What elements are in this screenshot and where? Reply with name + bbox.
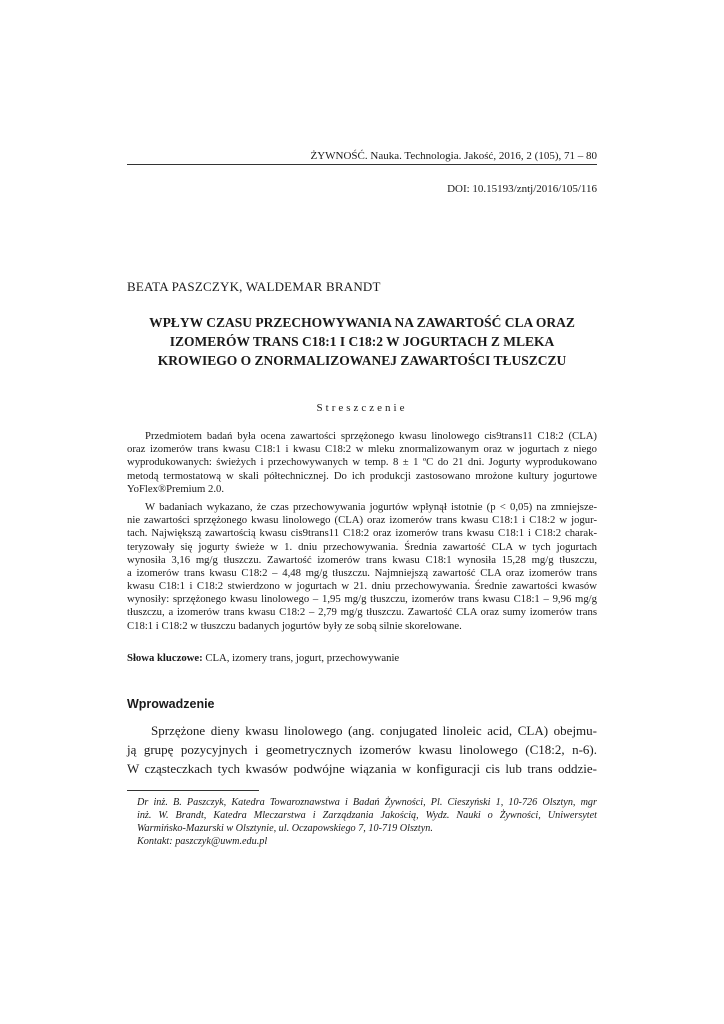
abstract-line: metodą termostatową w skali półtechnicznej. Do ich produkcji zastosowano mrożone kultury jogurtowe xyxy=(127,469,597,482)
footnote-rule xyxy=(127,790,259,791)
footnote-contact: Kontakt: paszczyk@uwm.edu.pl xyxy=(137,836,268,847)
abstract xyxy=(127,430,597,633)
footnote-line: Dr inż. B. Paszczyk, Katedra Towaroznawstwa i Badań Żywności, Pl. Cieszyński 1, 10-726 Olsztyn, mgr xyxy=(137,797,597,808)
abstract-line: teryzowały się jogurty świeże w 1. dniu przechowywania. Średnia zawartość CLA w tych jogurtach xyxy=(127,540,597,553)
header-rule xyxy=(127,164,597,165)
abstract-line: wynosiła 3,16 mg/g tłuszczu. Zawartość izomerów trans kwasu C18:1 wynosiła 15,28 mg/g tłuszczu, xyxy=(127,553,597,566)
article-title xyxy=(127,313,597,370)
keywords xyxy=(127,652,597,665)
abstract-line: wyprodukowanych: świeżych i przechowywanych w temp. 8 ± 1 ºC do 21 dni. Jogurty wyprodukowano xyxy=(127,456,597,469)
abstract-line: kwasu C18:1 i C18:2 stwierdzono w jogurtach w 21. dniu przechowywania. Średnie zawartości kwasów xyxy=(127,580,597,593)
abstract-line: C18:1 i C18:2 w tłuszczu badanych jogurtów były ze sobą silnie skorelowane. xyxy=(127,619,462,632)
journal-citation: ŻYWNOŚĆ. Nauka. Technologia. Jakość, 2016, 2 (105), 71 – 80 xyxy=(310,150,597,162)
abstract-line: nie zawartości sprzężonego kwasu linolowego (CLA) oraz izomerów trans kwasu C18:1 i C18:2 w jogur- xyxy=(127,514,597,527)
abstract-paragraph-2 xyxy=(127,501,597,633)
intro-line: ją grupę pozycyjnych i geometrycznych izomerów kwasu linolowego (C18:2, n-6). xyxy=(127,742,597,757)
keywords-text: CLA, izomery trans, jogurt, przechowywanie xyxy=(205,652,400,664)
abstract-line: W badaniach wykazano, że czas przechowywania jogurtów wpłynął istotnie (p < 0,05) na zmniejsze- xyxy=(145,500,597,513)
title-line: WPŁYW CZASU PRZECHOWYWANIA NA ZAWARTOŚĆ CLA ORAZ xyxy=(149,315,575,330)
abstract-line: YoFlex®Premium 2.0. xyxy=(127,482,225,495)
footnote-line: Warmińsko-Mazurski w Olsztynie, ul. Oczapowskiego 7, 10-719 Olsztyn. xyxy=(137,823,433,834)
title-line: IZOMERÓW TRANS C18:1 I C18:2 W JOGURTACH Z MLEKA xyxy=(169,334,555,349)
abstract-line: tach. Największą zawartością kwasu cis9trans11 C18:2 oraz izomerów trans kwasu C18:1 i C18:2 charak- xyxy=(127,527,597,540)
abstract-line: tłuszczu, a izomerów trans kwasu C18:2 – 2,79 mg/g tłuszczu. Zawartość CLA oraz sumy izomerów trans xyxy=(127,606,597,619)
abstract-heading: Streszczenie xyxy=(316,402,408,414)
abstract-line: a izomerów trans kwasu C18:2 – 4,48 mg/g tłuszczu. Najmniejszą zawartość CLA oraz izomerów trans xyxy=(127,566,597,579)
keywords-label: Słowa kluczowe: xyxy=(127,652,203,664)
intro-paragraph xyxy=(127,721,597,778)
abstract-paragraph-1 xyxy=(127,430,597,496)
abstract-line: wynosiły: sprzężonego kwasu linolowego – 1,95 mg/g tłuszczu, izomerów trans kwasu C18:1 – 9,96 mg/g xyxy=(127,593,597,606)
section-heading: Wprowadzenie xyxy=(127,697,215,711)
doi: DOI: 10.15193/zntj/2016/105/116 xyxy=(447,183,597,195)
abstract-line: oraz izomerów trans kwasu C18:1 i kwasu C18:2 w mleku znormalizowanym oraz w jogurtach z niego xyxy=(127,443,597,456)
title-line: KROWIEGO O ZNORMALIZOWANEJ ZAWARTOŚCI TŁUSZCZU xyxy=(157,353,567,368)
intro-line: W cząsteczkach tych kwasów podwójne wiązania w konfiguracji cis lub trans oddzie- xyxy=(127,761,597,776)
footnote-line: inż. W. Brandt, Katedra Mleczarstwa i Zarządzania Jakością, Wydz. Nauki o Żywności, Uniwersytet xyxy=(137,810,597,821)
intro-line: Sprzężone dieny kwasu linolowego (ang. conjugated linoleic acid, CLA) obejmu- xyxy=(151,723,597,738)
authors: BEATA PASZCZYK, WALDEMAR BRANDT xyxy=(127,279,381,294)
author-footnote xyxy=(137,796,597,848)
abstract-line: Przedmiotem badań była ocena zawartości sprzężonego kwasu linolowego cis9trans11 C18:2 (CLA) xyxy=(145,430,597,442)
